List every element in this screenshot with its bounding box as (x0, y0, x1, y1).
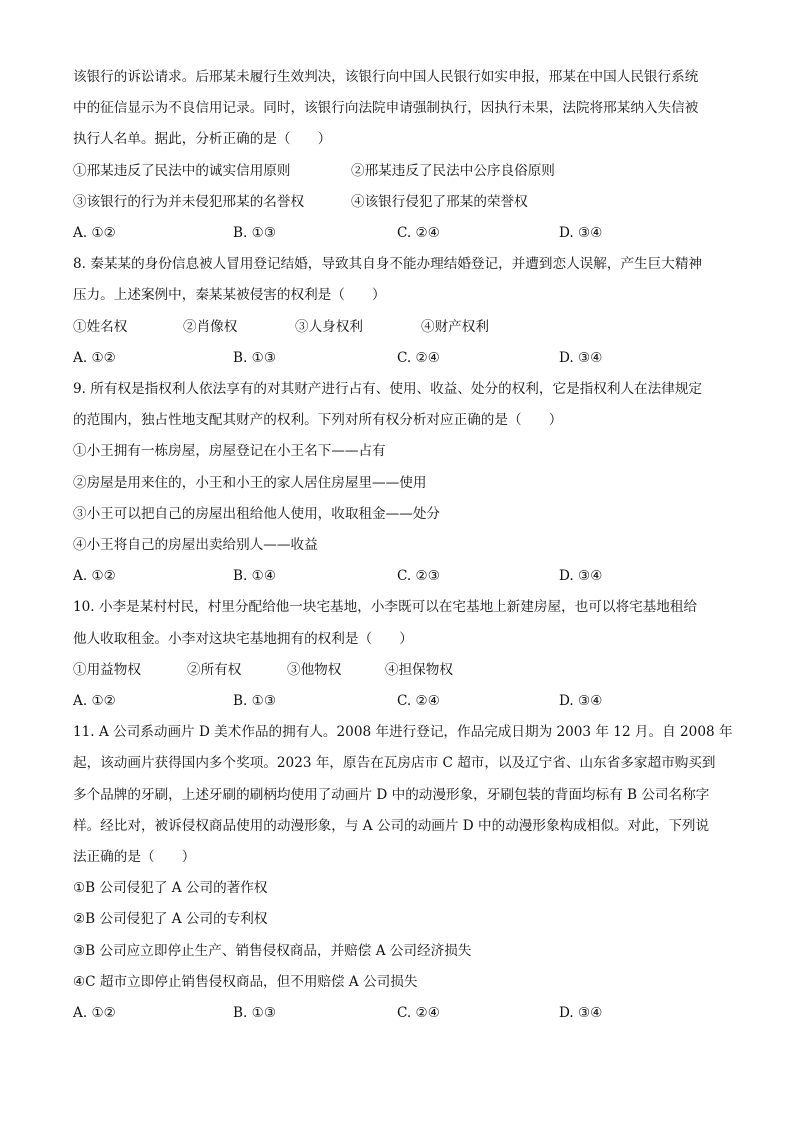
statement-4: ④C 超市立即停止销售侵权商品，但不用赔偿 A 公司损失 (73, 973, 418, 990)
question-stem-line: 法正确的是（ ） (73, 848, 196, 865)
option-a: A. ①② (73, 224, 116, 241)
statement-row (73, 156, 723, 187)
option-d: D. ③④ (559, 568, 603, 585)
question-7 (73, 62, 723, 249)
statement-2: ②B 公司侵犯了 A 公司的专利权 (73, 911, 268, 928)
option-b: B. ①③ (233, 1004, 277, 1021)
question-stem-line: 起，该动画片获得国内多个奖项。2023 年，原告在瓦房店市 C 超市，以及辽宁省、山东省多家超市购买到 (73, 755, 716, 772)
statement-2: ②所有权 (187, 661, 242, 678)
statement-row (73, 655, 723, 686)
answer-options (73, 561, 723, 592)
question-stem-line: 10. 小李是某村村民，村里分配给他一块宅基地，小李既可以在宅基地上新建房屋，也可以将宅基地租给 (73, 599, 698, 616)
option-d: D. ③④ (559, 692, 603, 709)
statement-1: ①B 公司侵犯了 A 公司的著作权 (73, 880, 268, 897)
option-a: A. ①② (73, 349, 116, 366)
statement-2: ②邢某违反了民法中公序良俗原则 (351, 162, 555, 179)
option-d: D. ③④ (559, 349, 603, 366)
answer-options (73, 343, 723, 374)
question-8 (73, 249, 723, 374)
statement-2: ②肖像权 (183, 318, 238, 335)
exam-page (73, 62, 733, 1029)
question-stem-line: 样。经比对，被诉侵权商品使用的动漫形象，与 A 公司的动画片 D 中的动漫形象构成相似。对此，下列说 (73, 817, 710, 834)
question-stem-line: 中的征信显示为不良信用记录。同时，该银行向法院申请强制执行，因执行未果，法院将邢某纳入失信被 (73, 100, 699, 117)
option-c: C. ②④ (397, 1004, 440, 1021)
statement-1: ①邢某违反了民法中的诚实信用原则 (73, 162, 291, 179)
question-stem-line: 11. A 公司系动画片 D 美术作品的拥有人。2008 年进行登记，作品完成日期为 2003 年 12 月。自 2008 年 (73, 724, 733, 741)
option-a: A. ①② (73, 1004, 116, 1021)
statement-3: ③人身权利 (295, 318, 363, 335)
statement-row (73, 312, 723, 343)
statement-1: ①小王拥有一栋房屋，房屋登记在小王名下——占有 (73, 443, 386, 460)
option-c: C. ②④ (397, 692, 440, 709)
option-a: A. ①② (73, 692, 116, 709)
option-d: D. ③④ (559, 1004, 603, 1021)
option-b: B. ①④ (233, 568, 277, 585)
question-stem-line: 多个品牌的牙刷，上述牙刷的刷柄均使用了动画片 D 中的动漫形象，牙刷包装的背面均标有 B 公司名称字 (73, 786, 710, 803)
statement-4: ④该银行侵犯了邢某的荣誉权 (351, 193, 528, 210)
statement-4: ④小王将自己的房屋出卖给别人——收益 (73, 536, 318, 553)
option-b: B. ①③ (233, 692, 277, 709)
statement-3: ③小王可以把自己的房屋出租给他人使用，收取租金——处分 (73, 505, 441, 522)
question-stem-line: 压力。上述案例中，秦某某被侵害的权利是（ ） (73, 287, 386, 304)
question-9 (73, 374, 723, 592)
answer-options (73, 998, 723, 1029)
statement-2: ②房屋是用来住的，小王和小王的家人居住房屋里——使用 (73, 474, 427, 491)
statement-1: ①姓名权 (73, 318, 128, 335)
statement-4: ④担保物权 (385, 661, 453, 678)
question-11 (73, 717, 733, 1029)
question-stem-line: 9. 所有权是指权利人依法享有的对其财产进行占有、使用、收益、处分的权利，它是指权利人在法律规定 (73, 380, 703, 397)
statement-3: ③B 公司应立即停止生产、销售侵权商品，并赔偿 A 公司经济损失 (73, 942, 472, 959)
option-a: A. ①② (73, 568, 116, 585)
statement-1: ①用益物权 (73, 661, 141, 678)
option-c: C. ②③ (397, 568, 440, 585)
question-stem-line: 该银行的诉讼请求。后邢某未履行生效判决，该银行向中国人民银行如实申报，邢某在中国人民银行系统 (73, 69, 699, 85)
option-c: C. ②④ (397, 349, 440, 366)
answer-options (73, 218, 723, 249)
question-stem-line: 他人收取租金。小李对这块宅基地拥有的权利是（ ） (73, 630, 413, 647)
question-stem-line: 的范围内，独占性地支配其财产的权利。下列对所有权分析对应正确的是（ ） (73, 412, 563, 429)
option-b: B. ①③ (233, 224, 277, 241)
option-d: D. ③④ (559, 224, 603, 241)
statement-row (73, 187, 723, 218)
statement-4: ④财产权利 (421, 318, 489, 335)
question-stem-line: 8. 秦某某的身份信息被人冒用登记结婚，导致其自身不能办理结婚登记，并遭到恋人误解，产生巨大精神 (73, 256, 703, 273)
statement-3: ③该银行的行为并未侵犯邢某的名誉权 (73, 193, 305, 210)
option-c: C. ②④ (397, 224, 440, 241)
option-b: B. ①③ (233, 349, 277, 366)
question-stem-line: 执行人名单。据此，分析正确的是（ ） (73, 131, 332, 148)
question-10 (73, 592, 723, 717)
statement-3: ③他物权 (287, 661, 342, 678)
answer-options (73, 686, 723, 717)
